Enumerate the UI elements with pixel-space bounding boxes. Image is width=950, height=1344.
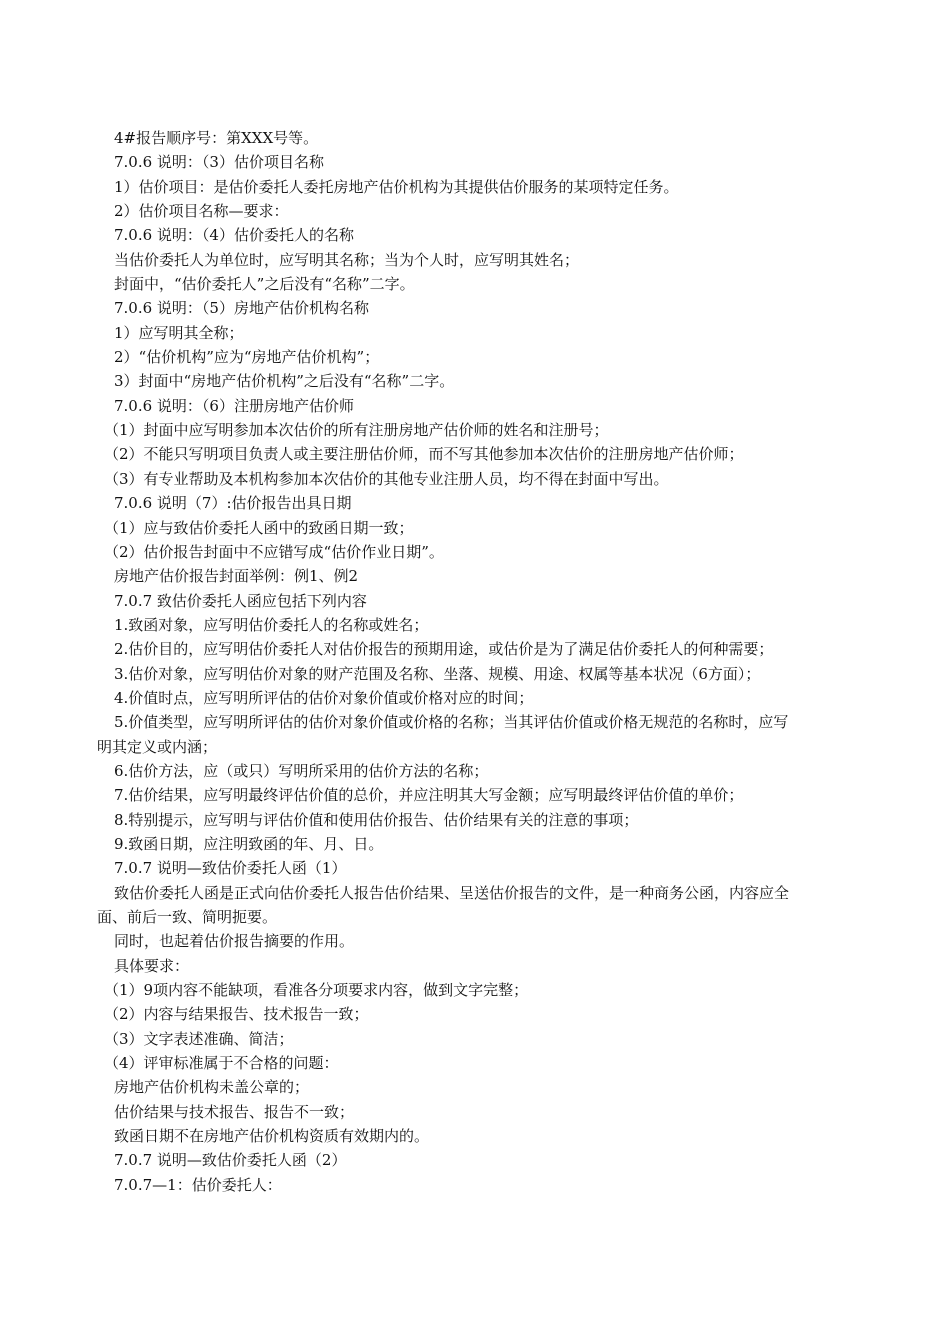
list-item: 4.价值时点，应写明所评估的估价对象价值或价格对应的时间； <box>114 688 534 707</box>
list-item: 3.估价对象，应写明估价对象的财产范围及名称、坐落、规模、用途、权属等基本状况（6方面）； <box>114 664 761 683</box>
paragraph: 同时，也起着估价报告摘要的作用。 <box>114 932 355 951</box>
list-item-continuation: 明其定义或内涵； <box>97 737 218 756</box>
list-item: 8.特别提示，应写明与评估价值和使用估价报告、估价结果有关的注意的事项； <box>114 810 639 829</box>
text-line: （1）应与致估价委托人函中的致函日期一致； <box>104 518 414 537</box>
text-line: 4#报告顺序号：第XXX号等。 <box>114 129 319 147</box>
text-line: 致函日期不在房地产估价机构资质有效期内的。 <box>114 1127 430 1146</box>
list-item: （2）内容与结果报告、技术报告一致； <box>104 1005 369 1024</box>
text-line: （1）封面中应写明参加本次估价的所有注册房地产估价师的姓名和注册号； <box>104 421 609 440</box>
text-line: 具体要求： <box>114 956 190 975</box>
text-line: 1）估价项目：是估价委托人委托房地产估价机构为其提供估价服务的某项特定任务。 <box>114 177 679 196</box>
text-line: 估价结果与技术报告、报告不一致； <box>114 1102 355 1121</box>
list-item: 2.估价目的，应写明估价委托人对估价报告的预期用途，或估价是为了满足估价委托人的何种需要； <box>114 640 774 659</box>
section-heading: 7.0.6 说明：（6）注册房地产估价师 <box>114 396 354 415</box>
list-item: （4）评审标准属于不合格的问题： <box>104 1054 339 1073</box>
section-heading: 7.0.6 说明：（4）估价委托人的名称 <box>114 226 354 245</box>
section-heading: 7.0.6 说明（7）:估价报告出具日期 <box>114 494 352 513</box>
text-line: （3）有专业帮助及本机构参加本次估价的其他专业注册人员，均不得在封面中写出。 <box>104 469 669 488</box>
section-heading: 7.0.7 说明—致估价委托人函（1） <box>114 859 347 878</box>
list-item: 7.估价结果，应写明最终评估价值的总价，并应注明其大写金额；应写明最终评估价值的单价； <box>114 786 744 805</box>
text-line: 当估价委托人为单位时，应写明其名称；当为个人时，应写明其姓名； <box>114 250 580 269</box>
list-item: 6.估价方法，应（或只）写明所采用的估价方法的名称； <box>114 761 489 780</box>
text-line: 封面中，“估价委托人”之后没有“名称”二字。 <box>114 275 415 294</box>
section-heading: 7.0.6 说明：（5）房地产估价机构名称 <box>114 299 369 318</box>
list-item: 5.价值类型，应写明所评估的估价对象价值或价格的名称；当其评估价值或价格无规范的名称时，应写 <box>114 713 789 732</box>
document-body <box>97 126 874 1197</box>
section-heading: 7.0.7 致估价委托人函应包括下列内容 <box>114 591 367 610</box>
text-line: 1）应写明其全称； <box>114 323 244 342</box>
text-line: 房地产估价机构未盖公章的； <box>114 1078 310 1097</box>
section-heading: 7.0.6 说明：（3）估价项目名称 <box>114 153 324 172</box>
text-line: 2）估价项目名称—要求： <box>114 202 289 221</box>
text-line: 3）封面中“房地产估价机构”之后没有“名称”二字。 <box>114 372 455 391</box>
list-item: 1.致函对象，应写明估价委托人的名称或姓名； <box>114 615 429 634</box>
list-item: （3）文字表述准确、简洁； <box>104 1029 294 1048</box>
paragraph-continuation: 面、前后一致、简明扼要。 <box>97 908 278 926</box>
section-heading: 7.0.7 说明—致估价委托人函（2） <box>114 1151 347 1170</box>
list-item: （1）9项内容不能缺项，看准各分项要求内容，做到文字完整； <box>104 981 529 1000</box>
section-heading: 7.0.7—1：估价委托人： <box>114 1175 282 1194</box>
text-line: （2）不能只写明项目负责人或主要注册估价师，而不写其他参加本次估价的注册房地产估价师； <box>104 445 744 464</box>
paragraph: 致估价委托人函是正式向估价委托人报告估价结果、呈送估价报告的文件，是一种商务公函，内容应全 <box>114 883 790 902</box>
text-line: 房地产估价报告封面举例：例1、例2 <box>114 567 359 586</box>
text-line: 2）“估价机构”应为“房地产估价机构”； <box>114 348 380 367</box>
text-line: （2）估价报告封面中不应错写成“估价作业日期”。 <box>104 542 444 561</box>
list-item: 9.致函日期，应注明致函的年、月、日。 <box>114 834 384 853</box>
